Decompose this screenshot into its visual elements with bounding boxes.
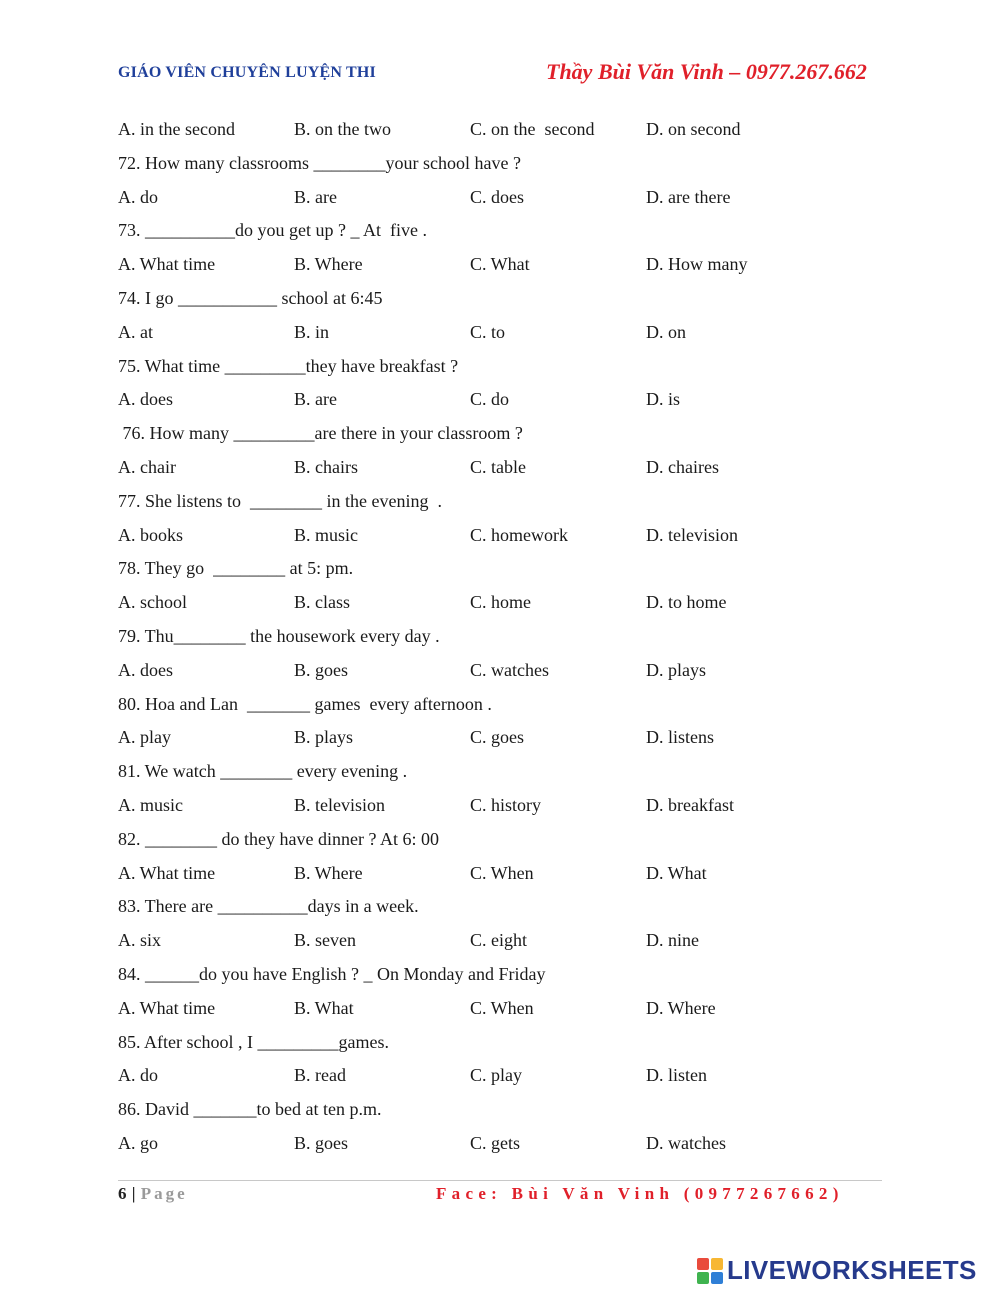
answer-option-b[interactable]: B. What [294,997,354,1018]
answer-options [118,387,898,421]
liveworksheets-logo-icon [697,1258,723,1284]
answer-option-a[interactable]: A. chair [118,456,176,477]
answer-option-b[interactable]: B. goes [294,1132,348,1153]
header-left-title: GIÁO VIÊN CHUYÊN LUYỆN THI [118,64,376,81]
question-stem: 81. We watch ________ every evening . [118,761,408,782]
answer-option-c[interactable]: C. What [470,254,530,275]
answer-option-b[interactable]: B. goes [294,659,348,680]
answer-options [118,252,898,286]
answer-options [118,185,898,219]
question-list [118,117,898,1165]
answer-option-d[interactable]: D. nine [646,930,699,951]
answer-options [118,725,898,759]
answer-option-a[interactable]: A. school [118,592,187,613]
answer-option-c[interactable]: C. eight [470,930,527,951]
question-stem: 79. Thu________ the housework every day . [118,625,440,646]
question-stem: 80. Hoa and Lan _______ games every afternoon . [118,693,492,714]
answer-option-d[interactable]: D. Where [646,997,716,1018]
question-stem: 76. How many _________are there in your classroom ? [118,423,523,444]
header-right-author: Thầy Bùi Văn Vinh – 0977.267.662 [546,59,867,84]
answer-option-d[interactable]: D. is [646,389,681,410]
question-stem: 78. They go ________ at 5: pm. [118,558,354,579]
answer-option-c[interactable]: C. goes [470,727,524,748]
question-stem: 77. She listens to ________ in the evening . [118,490,442,511]
question-stem: 73. __________do you get up ? _ At five . [118,220,427,241]
answer-option-a[interactable]: A. What time [118,254,216,275]
question-stem: 74. I go ___________ school at 6:45 [118,287,383,308]
answer-options [118,1063,898,1097]
question-stem: 85. After school , I _________games. [118,1031,389,1052]
answer-option-c[interactable]: C. does [470,186,524,207]
answer-option-d[interactable]: D. chaires [646,456,719,477]
answer-option-c[interactable]: C. do [470,389,510,410]
answer-option-d[interactable]: D. breakfast [646,794,734,815]
footer-divider [118,1180,882,1181]
answer-option-d[interactable]: D. on second [646,119,741,139]
answer-option-b[interactable]: B. seven [294,930,356,951]
answer-options [118,658,898,692]
answer-option-b[interactable]: B. on the two [294,119,391,139]
question-stem: 83. There are __________days in a week. [118,896,419,917]
footer-contact: Face: Bùi Văn Vinh (0977267662) [436,1184,844,1203]
answer-option-c[interactable]: C. When [470,862,534,883]
answer-option-c[interactable]: C. play [470,1065,522,1086]
answer-option-a[interactable]: A. do [118,186,158,207]
answer-option-d[interactable]: D. are there [646,186,731,207]
question-stem: 82. ________ do they have dinner ? At 6: 00 [118,828,439,849]
answer-option-c[interactable]: C. on the second [470,119,595,139]
answer-option-b[interactable]: B. are [294,389,337,410]
answer-option-a[interactable]: A. books [118,524,184,545]
answer-option-b[interactable]: B. in [294,321,330,342]
answer-options [118,320,898,354]
answer-options [118,523,898,557]
answer-option-b[interactable]: B. read [294,1065,346,1086]
answer-option-d[interactable]: D. What [646,862,707,883]
answer-option-a[interactable]: A. six [118,930,162,951]
answer-option-a[interactable]: A. do [118,1065,158,1086]
answer-option-b[interactable]: B. music [294,524,359,545]
answer-option-a[interactable]: A. music [118,794,183,815]
footer-page-label: 6 | Page [118,1184,188,1203]
answer-option-d[interactable]: D. watches [646,1132,726,1153]
answer-option-c[interactable]: C. homework [470,524,568,545]
answer-option-a[interactable]: A. What time [118,862,216,883]
answer-option-c[interactable]: C. When [470,997,534,1018]
answer-option-d[interactable]: D. How many [646,254,748,275]
answer-option-d[interactable]: D. television [646,524,738,545]
question-stem: 72. How many classrooms ________your school have ? [118,152,521,173]
answer-option-d[interactable]: D. listen [646,1065,707,1086]
answer-option-c[interactable]: C. home [470,592,531,613]
answer-option-b[interactable]: B. television [294,794,385,815]
answer-option-a[interactable]: A. does [118,389,173,410]
answer-option-b[interactable]: B. Where [294,254,363,275]
answer-option-a[interactable]: A. at [118,321,153,342]
answer-option-c[interactable]: C. to [470,321,506,342]
answer-options [118,793,898,827]
answer-option-b[interactable]: B. class [294,592,350,613]
liveworksheets-wordmark: LIVEWORKSHEETS [727,1255,977,1285]
answer-option-c[interactable]: C. watches [470,659,549,680]
answer-option-b[interactable]: B. chairs [294,456,358,477]
question-stem: 75. What time _________they have breakfast ? [118,355,459,376]
answer-options [118,1131,898,1165]
answer-option-c[interactable]: C. gets [470,1132,521,1153]
answer-option-a[interactable]: A. does [118,659,173,680]
answer-option-a[interactable]: A. play [118,727,171,748]
answer-option-b[interactable]: B. are [294,186,337,207]
answer-options [118,928,898,962]
answer-options [118,117,898,151]
answer-option-a[interactable]: A. go [118,1132,158,1153]
answer-options [118,996,898,1030]
answer-option-d[interactable]: D. to home [646,592,727,613]
answer-option-b[interactable]: B. Where [294,862,363,883]
answer-option-d[interactable]: D. listens [646,727,715,748]
question-stem: 84. ______do you have English ? _ On Monday and Friday [118,963,546,984]
answer-options [118,455,898,489]
answer-options [118,861,898,895]
answer-option-d[interactable]: D. plays [646,659,706,680]
answer-option-d[interactable]: D. on [646,321,686,342]
question-stem: 86. David _______to bed at ten p.m. [118,1099,382,1120]
answer-option-c[interactable]: C. table [470,456,526,477]
answer-option-b[interactable]: B. plays [294,727,354,748]
answer-option-c[interactable]: C. history [470,794,542,815]
answer-option-a[interactable]: A. What time [118,997,216,1018]
answer-option-a[interactable]: A. in the second [118,119,235,139]
answer-options [118,590,898,624]
